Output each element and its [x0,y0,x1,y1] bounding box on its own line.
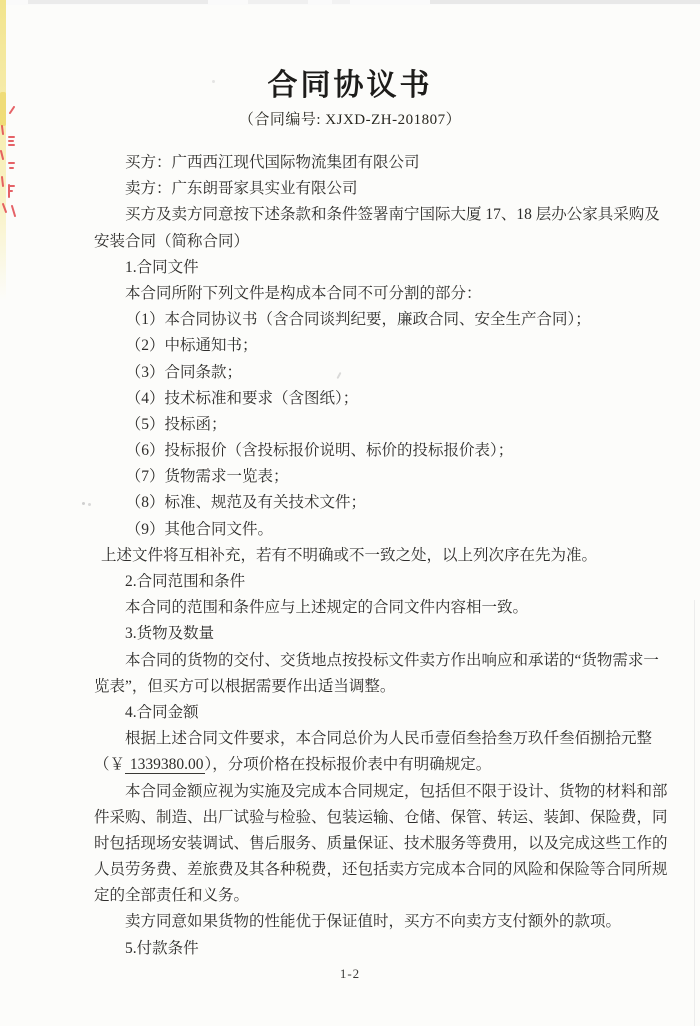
section-4-heading: 4.合同金额 [125,703,199,721]
scanner-edge-segment [332,0,350,4]
section-1-heading: 1.合同文件 [125,258,199,276]
section-2-body: 本合同的范围和条件应与上述规定的合同文件内容相一致。 [125,599,529,617]
scanner-edge-segment [28,0,208,4]
agreement-intro-line-2: 安装合同（简称合同） [94,232,250,250]
amount-scope-line-4: 人员劳务费、差旅费及其各种税费，还包括卖方完成本合同的风险和保险等合同所规 [94,861,668,879]
documents-precedence-line: 上述文件将互相补充，若有不明确或不一致之处，以上列次序在先为准。 [100,546,597,564]
scanner-edge-segment [430,0,700,4]
amount-scope-line-3: 时包括现场安装调试、售后服务、质量保证、技术服务等费用，以及完成这些工作的 [94,834,668,852]
amount-scope-line-5: 定的全部责任和义务。 [94,887,250,905]
section-3-heading: 3.货物及数量 [125,625,215,643]
contract-file-item-5: （5）投标函； [125,415,227,433]
buyer-line: 买方：广西西江现代国际物流集团有限公司 [125,154,420,171]
agreement-intro-line-1: 买方及卖方同意按下述条款和条件签署南宁国际大厦 17、18 层办公家具采购及 [125,206,660,224]
section-3-body-line-1: 本合同的货物的交付、交货地点按投标文件卖方作出响应和承诺的“货物需求一 [125,651,659,669]
contract-file-item-9: （9）其他合同文件。 [125,520,274,538]
amount-scope-line-2: 件采购、制造、出厂试验与检验、包装运输、仓储、保管、转运、装卸、保险费，同 [94,808,668,826]
contract-amount-figure: 1339380.00 [126,756,204,774]
section-3-body-line-2: 览表”，但买方可以根据需要作出适当调整。 [94,677,396,695]
contract-file-item-3: （3）合同条款； [125,363,243,381]
section-1-intro: 本合同所附下列文件是构成本合同不可分割的部分： [125,284,482,302]
scanner-edge-strip [0,0,700,5]
page-title: 合同协议书 [267,69,433,102]
amount-scope-line-1: 本合同金额应视为实施及完成本合同规定，包括但不限于设计、货物的材料和部 [125,782,668,800]
amount-words-line: 根据上述合同文件要求，本合同总价为人民币壹佰叁拾叁万玖仟叁佰捌拾元整 [125,730,653,748]
scan-artifact-dots [82,502,85,505]
contract-file-item-4: （4）技术标准和要求（含图纸）； [125,389,359,407]
amount-open-paren: （￥ [94,756,126,774]
contract-number: （合同编号: XJXD-ZH-201807） [238,112,462,128]
scanner-edge-segment [248,0,308,4]
amount-figure-line [94,752,674,778]
contract-file-item-8-text: （8）标准、规范及有关技术文件； [125,494,367,512]
section-2-heading: 2.合同范围和条件 [125,573,246,590]
contract-file-item-6: （6）投标报价（含投标报价说明、标价的投标报价表）； [125,442,514,460]
contract-body [94,150,674,962]
contract-file-item-7: （7）货物需求一览表； [125,468,289,486]
performance-clause-line: 卖方同意如果货物的性能优于保证值时，买方不向卖方支付额外的款项。 [125,913,622,931]
contract-file-item-8 [94,490,674,516]
contract-file-item-2: （2）中标通知书； [125,337,258,355]
section-5-heading: 5.付款条件 [125,939,199,957]
amount-close-text: ），分项价格在投标报价表中有明确规定。 [204,756,492,774]
page-edge-shadow [694,600,695,1026]
page-number: 1-2 [339,966,361,981]
contract-file-item-1: （1）本合同协议书（含合同谈判纪要，廉政合同、安全生产合同）； [125,311,591,329]
seller-line: 卖方：广东朗哥家具实业有限公司 [125,180,358,198]
